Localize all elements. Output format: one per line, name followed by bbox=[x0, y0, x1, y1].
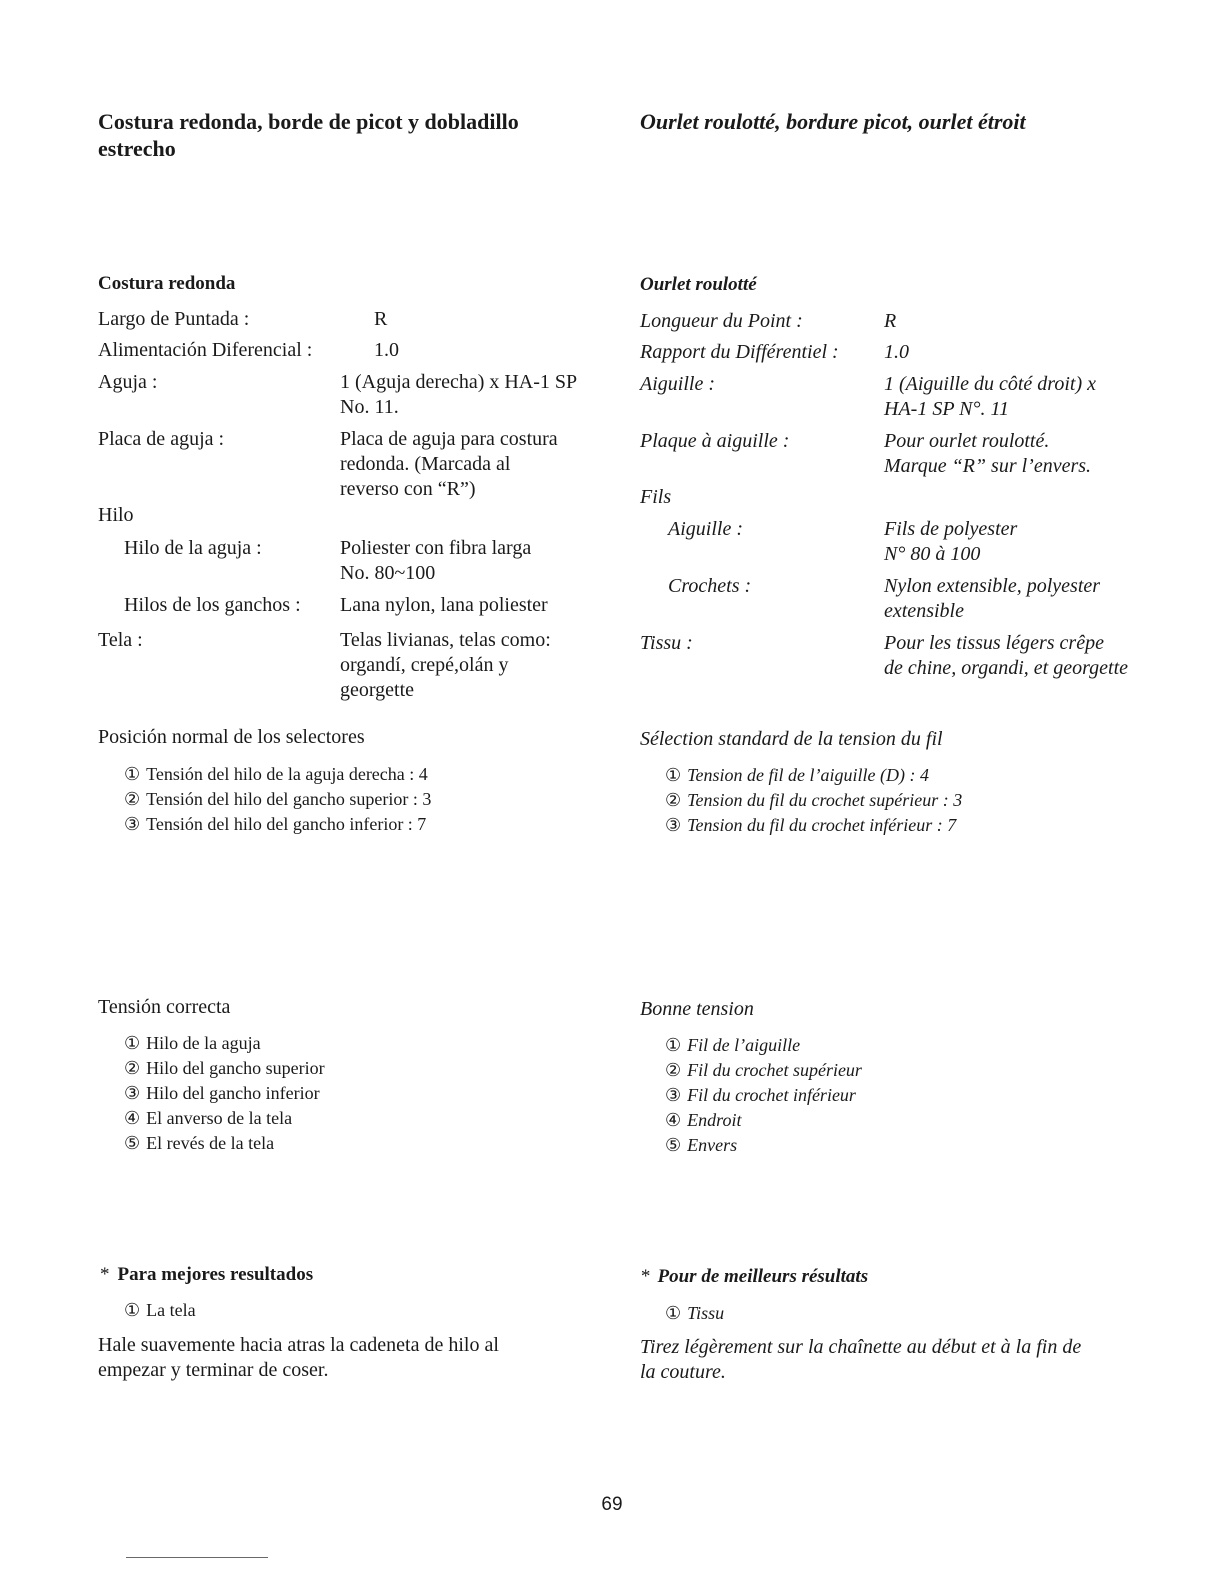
spec-value-line-1: Nylon extensible, polyester bbox=[884, 575, 1101, 597]
spec-value: 1.0 bbox=[884, 341, 909, 363]
spec-label: Tela : bbox=[98, 629, 143, 651]
list-item: ③ Hilo del gancho inferior bbox=[124, 1081, 604, 1106]
asterisk-icon: * bbox=[100, 1264, 110, 1285]
french-tension-title: Bonne tension bbox=[640, 998, 754, 1020]
circled-number: ① bbox=[124, 764, 141, 784]
spec-value-line-2: extensible bbox=[884, 600, 964, 622]
spec-value: Lana nylon, lana poliester bbox=[340, 594, 548, 616]
circled-number: ③ bbox=[665, 1085, 682, 1105]
list-item: ⑤ El revés de la tela bbox=[124, 1131, 604, 1156]
spec-label: Crochets : bbox=[668, 575, 752, 597]
spanish-specs-table bbox=[98, 307, 618, 707]
spanish-selectors-title: Posición normal de los selectores bbox=[98, 726, 365, 748]
spec-label: Tissu : bbox=[640, 632, 693, 654]
list-item: ② Hilo del gancho superior bbox=[124, 1056, 604, 1081]
circled-number: ② bbox=[665, 1060, 682, 1080]
circled-number: ① bbox=[665, 1303, 682, 1323]
page-number: 69 bbox=[601, 1494, 623, 1515]
footer-rule bbox=[126, 1557, 268, 1558]
circled-number: ⑤ bbox=[665, 1135, 682, 1155]
french-specs-table bbox=[640, 309, 1180, 689]
spanish-selectors-list bbox=[124, 762, 604, 837]
list-item: ② Tension du fil du crochet supérieur : 3 bbox=[665, 788, 1165, 813]
spec-value-line-2: No. 11. bbox=[340, 396, 399, 418]
circled-number: ③ bbox=[124, 1083, 141, 1103]
spec-value-line-3: reverso con “R”) bbox=[340, 478, 476, 500]
spec-value-line-2: No. 80~100 bbox=[340, 562, 436, 584]
circled-number: ④ bbox=[124, 1108, 141, 1128]
spec-label: Placa de aguja : bbox=[98, 428, 225, 450]
list-item: ③ Tensión del hilo del gancho inferior : 7 bbox=[124, 812, 604, 837]
spec-label: Aguja : bbox=[98, 371, 158, 393]
spec-value-line-2: de chine, organdi, et georgette bbox=[884, 657, 1129, 679]
spec-value-line-1: 1 (Aguja derecha) x HA-1 SP bbox=[340, 371, 578, 393]
spanish-tension-title: Tensión correcta bbox=[98, 996, 231, 1018]
list-item: ④ El anverso de la tela bbox=[124, 1106, 604, 1131]
circled-number: ① bbox=[665, 765, 682, 785]
spec-value-line-2: Marque “R” sur l’envers. bbox=[884, 455, 1092, 477]
french-section-heading: Ourlet roulotté bbox=[640, 274, 757, 295]
circled-number: ② bbox=[665, 790, 682, 810]
spec-value: R bbox=[374, 308, 388, 330]
spec-label: Hilos de los ganchos : bbox=[124, 594, 301, 616]
french-results-item: ① Tissu bbox=[665, 1301, 1065, 1326]
circled-number: ③ bbox=[665, 815, 682, 835]
french-results-text: Tirez légèrement sur la chaînette au début et à la fin de la couture. bbox=[640, 1336, 1082, 1383]
spec-value-line-2: HA-1 SP N°. 11 bbox=[884, 398, 1010, 420]
spanish-title-line-2: estrecho bbox=[98, 136, 176, 161]
list-item: ① Hilo de la aguja bbox=[124, 1031, 604, 1056]
french-selection-title: Sélection standard de la tension du fil bbox=[640, 728, 943, 750]
spanish-tension-list bbox=[124, 1031, 604, 1156]
spanish-title-line-1: Costura redonda, borde de picot y dobladillo bbox=[98, 109, 519, 134]
spec-label: Longueur du Point : bbox=[640, 310, 803, 332]
spec-label: Fils bbox=[640, 486, 672, 508]
spec-label: Alimentación Diferencial : bbox=[98, 339, 313, 361]
list-item: ⑤ Envers bbox=[665, 1133, 1165, 1158]
list-item: ① Tension de fil de l’aiguille (D) : 4 bbox=[665, 763, 1165, 788]
spec-label: Plaque à aiguille : bbox=[640, 430, 790, 452]
circled-number: ③ bbox=[124, 814, 141, 834]
circled-number: ② bbox=[124, 789, 141, 809]
list-item: ④ Endroit bbox=[665, 1108, 1165, 1133]
list-item: ③ Tension du fil du crochet inférieur : 7 bbox=[665, 813, 1165, 838]
spec-value-line-2: redonda. (Marcada al bbox=[340, 453, 511, 475]
spec-value-line-1: Pour ourlet roulotté. bbox=[884, 430, 1050, 452]
spec-label: Hilo bbox=[98, 504, 134, 526]
list-item: ③ Fil du crochet inférieur bbox=[665, 1083, 1165, 1108]
list-item: ② Fil du crochet supérieur bbox=[665, 1058, 1165, 1083]
spec-label: Aiguille : bbox=[640, 373, 715, 395]
spanish-results-item: ① La tela bbox=[124, 1298, 524, 1323]
spec-value-line-1: 1 (Aiguille du côté droit) x bbox=[884, 373, 1096, 395]
asterisk-icon: * bbox=[640, 1266, 650, 1287]
spec-value: 1.0 bbox=[374, 339, 399, 361]
spec-value-line-2: N° 80 à 100 bbox=[884, 543, 981, 565]
french-results-heading bbox=[640, 1265, 1180, 1289]
spanish-results-title: Para mejores resultados bbox=[117, 1264, 314, 1285]
spec-label: Hilo de la aguja : bbox=[124, 537, 262, 559]
spec-value-line-2: organdí, crepé,olán y bbox=[340, 654, 509, 676]
circled-number: ④ bbox=[665, 1110, 682, 1130]
spec-value-line-1: Fils de polyester bbox=[884, 518, 1018, 540]
spec-value-line-1: Pour les tissus légers crêpe bbox=[884, 632, 1104, 654]
spec-value: R bbox=[884, 310, 897, 332]
spec-value-line-1: Poliester con fibra larga bbox=[340, 537, 532, 559]
circled-number: ⑤ bbox=[124, 1133, 141, 1153]
spanish-section-heading: Costura redonda bbox=[98, 273, 236, 294]
spanish-results-text: Hale suavemente hacia atras la cadeneta de hilo al empezar y terminar de coser. bbox=[98, 1334, 499, 1381]
spec-label: Largo de Puntada : bbox=[98, 308, 250, 330]
spec-value-line-3: georgette bbox=[340, 679, 415, 701]
list-item: ② Tensión del hilo del gancho superior : 3 bbox=[124, 787, 604, 812]
list-item: ① Fil de l’aiguille bbox=[665, 1033, 1165, 1058]
spec-label: Aiguille : bbox=[668, 518, 743, 540]
french-selection-list bbox=[665, 763, 1165, 838]
list-item: ① Tensión del hilo de la aguja derecha : 4 bbox=[124, 762, 604, 787]
spec-value-line-1: Placa de aguja para costura bbox=[340, 428, 558, 450]
circled-number: ② bbox=[124, 1058, 141, 1078]
spanish-results-heading bbox=[100, 1263, 600, 1287]
circled-number: ① bbox=[124, 1033, 141, 1053]
spec-value-line-1: Telas livianas, telas como: bbox=[340, 629, 551, 651]
french-results-title: Pour de meilleurs résultats bbox=[657, 1266, 869, 1287]
french-tension-list bbox=[665, 1033, 1165, 1158]
spec-label: Rapport du Différentiel : bbox=[640, 341, 839, 363]
spanish-page-title bbox=[98, 108, 618, 162]
circled-number: ① bbox=[665, 1035, 682, 1055]
french-page-title: Ourlet roulotté, bordure picot, ourlet étroit bbox=[640, 109, 1026, 134]
circled-number: ① bbox=[124, 1300, 141, 1320]
